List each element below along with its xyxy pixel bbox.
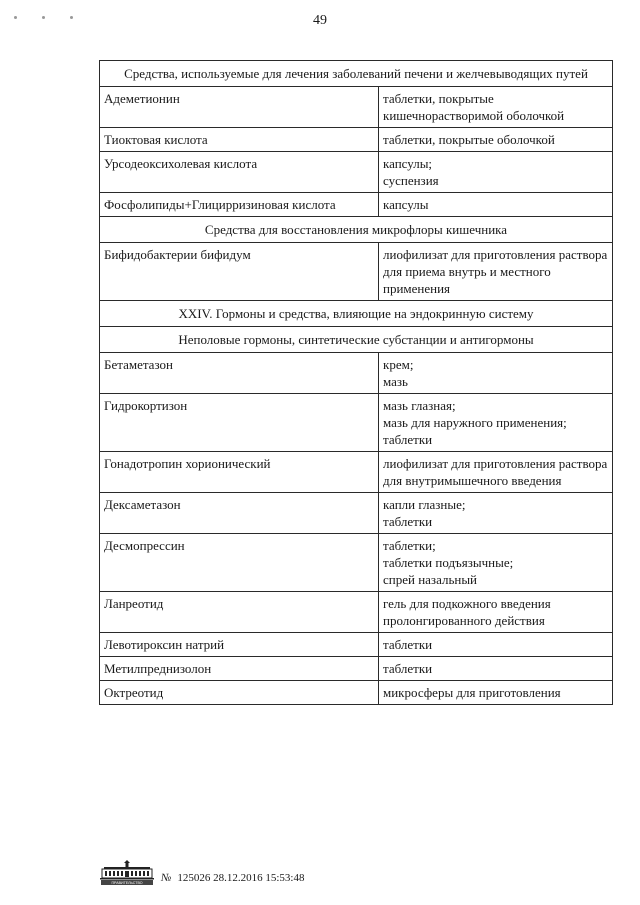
dosage-forms (379, 681, 613, 705)
dosage-form: микросферы для приготовления (383, 685, 561, 700)
dosage-form: таблетки (383, 432, 433, 447)
footer (98, 860, 498, 890)
dosage-forms (379, 394, 613, 452)
drug-name: Гонадотропин хорионический (100, 452, 379, 493)
dosage-form: таблетки (383, 514, 433, 529)
table-row (100, 592, 613, 633)
drug-name: Гидрокортизон (100, 394, 379, 452)
dosage-form: крем; (383, 357, 414, 372)
dosage-forms (379, 87, 613, 128)
table-row (100, 633, 613, 657)
dosage-forms (379, 657, 613, 681)
drug-table (99, 60, 613, 705)
dosage-form: лиофилизат для приготовления раствора для приема внутрь и местного применения (383, 247, 608, 296)
dosage-form: таблетки подъязычные; (383, 555, 514, 570)
table-row (100, 681, 613, 705)
dosage-form: таблетки, покрытые оболочкой (383, 132, 555, 147)
table-row (100, 493, 613, 534)
dosage-form: лиофилизат для приготовления раствора для внутримышечного введения (383, 456, 608, 488)
drug-name: Бетаметазон (100, 353, 379, 394)
dosage-form: суспензия (383, 173, 439, 188)
section-header-row (100, 301, 613, 327)
dosage-form: таблетки (383, 637, 433, 652)
section-header-row (100, 61, 613, 87)
dosage-forms (379, 493, 613, 534)
dosage-form: капсулы; (383, 156, 433, 171)
drug-name: Метилпреднизолон (100, 657, 379, 681)
drug-name: Бифидобактерии бифидум (100, 243, 379, 301)
dosage-form: таблетки (383, 661, 433, 676)
drug-name: Октреотид (100, 681, 379, 705)
table-row (100, 87, 613, 128)
dosage-form: спрей назальный (383, 572, 478, 587)
section-heading: Неполовые гормоны, синтетические субстанции и антигормоны (100, 327, 613, 353)
dosage-forms (379, 243, 613, 301)
dosage-form: таблетки; (383, 538, 436, 553)
dosage-forms (379, 534, 613, 592)
section-header-row (100, 327, 613, 353)
dosage-form: мазь (383, 374, 408, 389)
number-symbol: № (161, 872, 172, 884)
dosage-form: мазь глазная; (383, 398, 456, 413)
dosage-forms (379, 193, 613, 217)
government-building-logo (98, 860, 156, 886)
table-row (100, 534, 613, 592)
section-header-row (100, 217, 613, 243)
footer-stamp (161, 872, 305, 884)
dosage-forms (379, 353, 613, 394)
dosage-forms (379, 452, 613, 493)
drug-name: Фосфолипиды+Глицирризиновая кислота (100, 193, 379, 217)
dosage-form: капсулы (383, 197, 429, 212)
drug-name: Тиоктовая кислота (100, 128, 379, 152)
section-heading: XXIV. Гормоны и средства, влияющие на эндокринную систему (100, 301, 613, 327)
logo-caption: ПРАВИТЕЛЬСТВО (111, 881, 143, 886)
drug-name: Десмопрессин (100, 534, 379, 592)
drug-name: Дексаметазон (100, 493, 379, 534)
table-row (100, 128, 613, 152)
dosage-forms (379, 152, 613, 193)
dosage-form: таблетки, покрытые кишечнорастворимой оболочкой (383, 91, 565, 123)
section-heading: Средства, используемые для лечения заболеваний печени и желчевыводящих путей (100, 61, 613, 87)
table-row (100, 152, 613, 193)
doc-timestamp: 28.12.2016 15:53:48 (213, 872, 305, 884)
dosage-form: капли глазные; (383, 497, 466, 512)
page-number: 49 (313, 13, 327, 28)
drug-name: Ланреотид (100, 592, 379, 633)
table-row (100, 452, 613, 493)
dosage-forms (379, 592, 613, 633)
dosage-form: гель для подкожного введения пролонгированного действия (383, 596, 551, 628)
doc-number: 125026 (177, 872, 211, 884)
drug-name: Урсодеоксихолевая кислота (100, 152, 379, 193)
table-row (100, 243, 613, 301)
dosage-forms (379, 128, 613, 152)
dosage-forms (379, 633, 613, 657)
table-row (100, 353, 613, 394)
table-row (100, 657, 613, 681)
section-heading: Средства для восстановления микрофлоры кишечника (100, 217, 613, 243)
drug-name: Адеметионин (100, 87, 379, 128)
drug-name: Левотироксин натрий (100, 633, 379, 657)
table-row (100, 394, 613, 452)
table-row (100, 193, 613, 217)
dosage-form: мазь для наружного применения; (383, 415, 567, 430)
